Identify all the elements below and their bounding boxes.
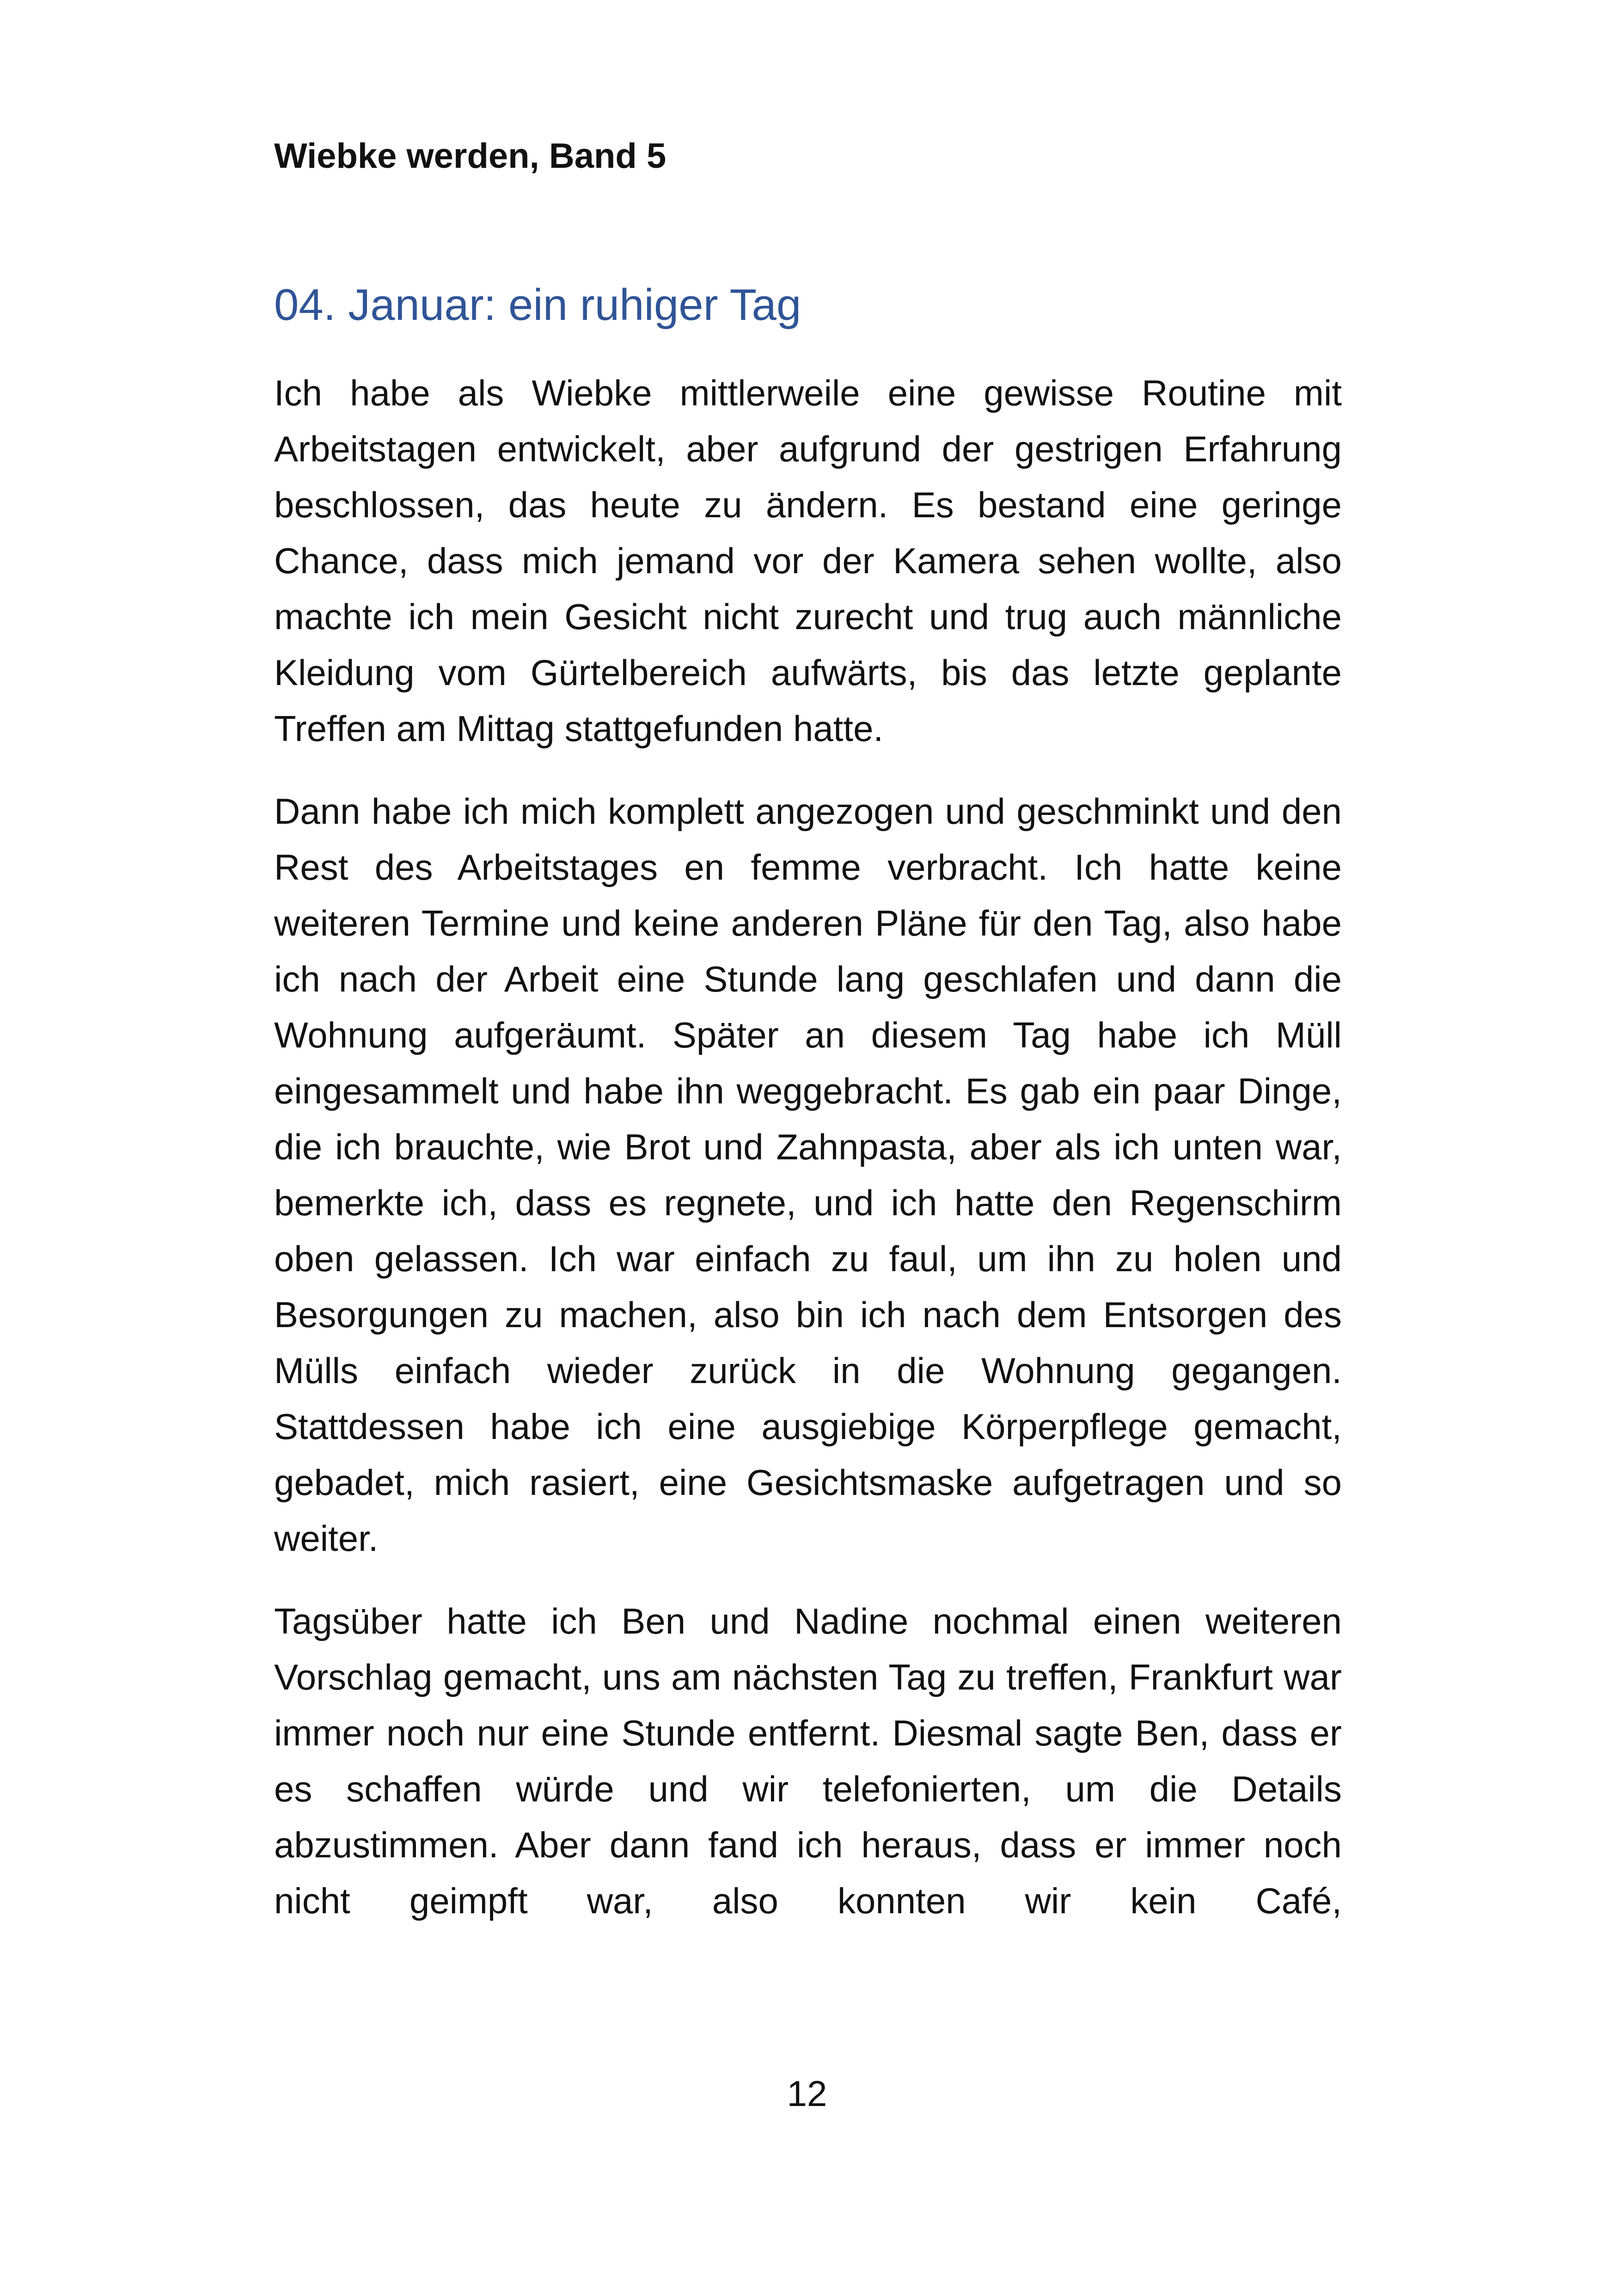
chapter-title: 04. Januar: ein ruhiger Tag (274, 280, 801, 330)
paragraph-1: Ich habe als Wiebke mittlerweile eine gewisse Routine mit Arbeitstagen entwickelt, aber aufgrund der gestrigen Erfahrung beschlossen, das heute zu ändern. Es bestand eine geringe Chance, dass mich jemand vor der Kamera sehen wollte, also machte ich mein Gesicht nicht zurecht und trug auch männliche Kleidung vom Gürtelbereich aufwärts, bis das letzte geplante Treffen am Mittag stattgefunden hatte. (274, 373, 1342, 749)
paragraph-2: Dann habe ich mich komplett angezogen und geschminkt und den Rest des Arbeitstages en femme verbracht. Ich hatte keine weiteren Termine und keine anderen Pläne für den Tag, also habe ich nach der Arbeit eine Stunde lang geschlafen und dann die Wohnung aufgeräumt. Später an diesem Tag habe ich Müll eingesammelt und habe ihn weggebracht. Es gab ein paar Dinge, die ich brauchte, wie Brot und Zahnpasta, aber als ich unten war, bemerkte ich, dass es regnete, und ich hatte den Regenschirm oben gelassen. Ich war einfach zu faul, um ihn zu holen und Besorgungen zu machen, also bin ich nach dem Entsorgen des Mülls einfach wieder zurück in die Wohnung gegangen. Stattdessen habe ich eine ausgiebige Körperpflege gemacht, gebadet, mich rasiert, eine Gesichtsmaske aufgetragen und so weiter. (274, 791, 1342, 1559)
page-number: 12 (787, 2073, 827, 2114)
body-text (274, 365, 1342, 1956)
paragraph-3: Tagsüber hatte ich Ben und Nadine nochmal einen weiteren Vorschlag gemacht, uns am nächsten Tag zu treffen, Frankfurt war immer noch nur eine Stunde entfernt. Diesmal sagte Ben, dass er es schaffen würde und wir telefonierten, um die Details abzustimmen. Aber dann fand ich heraus, dass er immer noch nicht geimpft war, also konnten wir kein Café, (274, 1601, 1342, 1921)
running-header: Wiebke werden, Band 5 (274, 136, 666, 176)
